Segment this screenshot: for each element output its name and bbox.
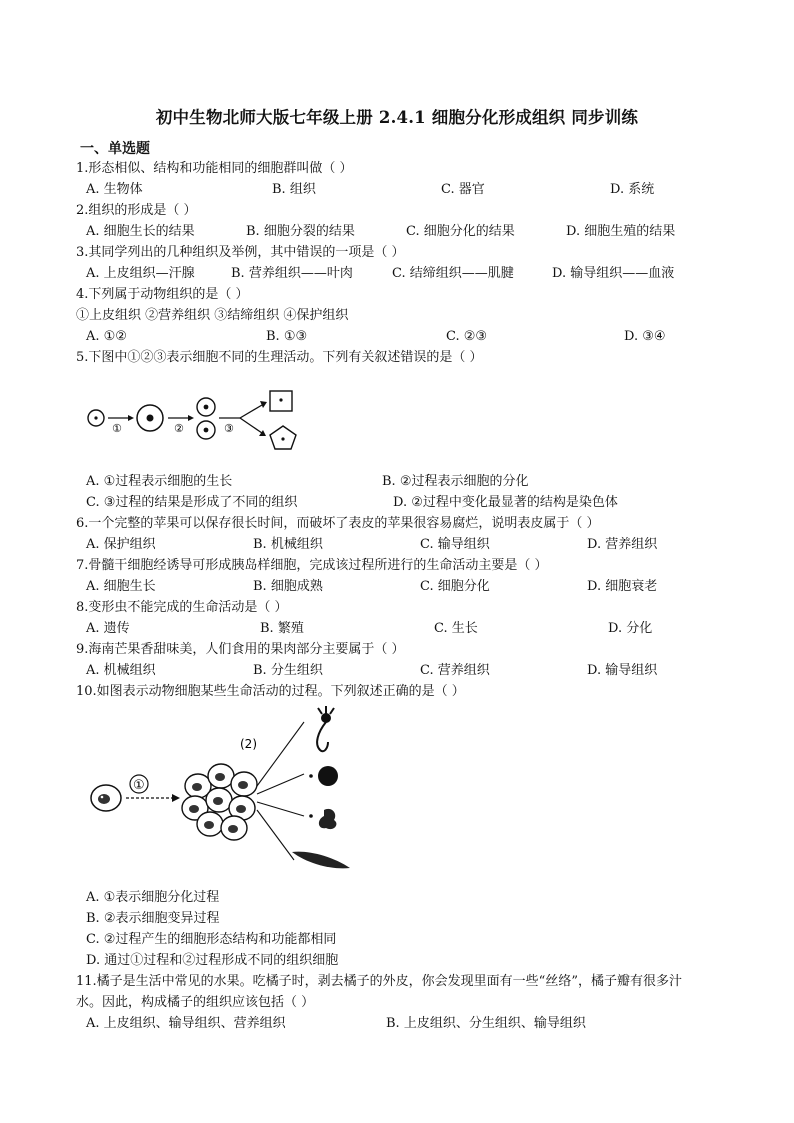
process-label-2: ② [174,422,184,435]
question-2-stem: 2.组织的形成是（ ） [76,203,197,218]
question-4-items: ①上皮组织 ②营养组织 ③结缔组织 ④保护组织 [76,308,349,323]
question-9-option-b: B. 分生组织 [253,663,323,678]
question-7-option-c: C. 细胞分化 [420,579,490,594]
question-3-stem: 3.其同学列出的几种组织及举例，其中错误的一项是（ ） [76,245,405,260]
question-6-stem: 6.一个完整的苹果可以保存很长时间，而破坏了表皮的苹果很容易腐烂，说明表皮属于（ ） [76,516,600,531]
question-9-option-c: C. 营养组织 [420,663,490,678]
question-1-option-d: D. 系统 [610,182,655,197]
question-10-option-b: B. ②表示细胞变异过程 [86,911,220,926]
spindle-cell [292,852,350,869]
neuron-cell [317,706,334,751]
question-3-option-a: A. 上皮组织—汗腺 [86,266,195,281]
question-5-option-b: B. ②过程表示细胞的分化 [382,474,529,489]
question-1-option-b: B. 组织 [272,182,316,197]
question-8-option-b: B. 繁殖 [260,621,304,636]
question-6-option-b: B. 机械组织 [253,537,323,552]
question-4-option-b: B. ①③ [266,329,308,344]
process-label-1: ① [112,422,122,435]
question-10-option-d: D. 通过①过程和②过程形成不同的组织细胞 [86,953,339,968]
irregular-cell [319,809,337,829]
question-9-stem: 9.海南芒果香甜味美，人们食用的果肉部分主要属于（ ） [76,642,405,657]
question-1-option-a: A. 生物体 [86,182,143,197]
question-4-option-c: C. ②③ [446,329,488,344]
question-6-option-d: D. 营养组织 [587,537,658,552]
question-11-stem: 11.橘子是生活中常见的水果。吃橘子时，剥去橘子的外皮，你会发现里面有一些“丝络”，橘子瓣有很多汁 [76,974,682,989]
question-8-option-a: A. 遗传 [86,621,130,636]
question-10-option-a: A. ①表示细胞分化过程 [86,890,220,905]
section-title: 一、单选题 [80,141,150,157]
question-4-option-d: D. ③④ [624,329,666,344]
question-8-stem: 8.变形虫不能完成的生命活动是（ ） [76,600,288,615]
question-5-option-a: A. ①过程表示细胞的生长 [86,474,233,489]
question-1-stem: 1.形态相似、结构和功能相同的细胞群叫做（ ） [76,161,353,176]
cell-division-figure [82,386,312,454]
question-5-option-c: C. ③过程的结果是形成了不同的组织 [86,495,298,510]
question-3-option-b: B. 营养组织——叶肉 [231,266,353,281]
question-8-option-c: C. 生长 [434,621,478,636]
question-2-option-d: D. 细胞生殖的结果 [566,224,676,239]
question-11-option-a: A. 上皮组织、输导组织、营养组织 [86,1016,286,1031]
blood-cell [318,766,338,786]
question-5-stem: 5.下图中①②③表示细胞不同的生理活动。下列有关叙述错误的是（ ） [76,350,483,365]
question-10-stem: 10.如图表示动物细胞某些生命活动的过程。下列叙述正确的是（ ） [76,684,465,699]
question-7-option-b: B. 细胞成熟 [253,579,323,594]
process-label-3: ③ [224,422,234,435]
question-3-option-d: D. 输导组织——血液 [552,266,675,281]
question-9-option-a: A. 机械组织 [86,663,156,678]
page-title: 初中生物北师大版七年级上册 2.4.1 细胞分化形成组织 同步训练 [155,108,639,127]
question-8-option-d: D. 分化 [608,621,653,636]
question-2-option-b: B. 细胞分裂的结果 [246,224,355,239]
process-label-1: ① [133,778,145,793]
question-11-option-b: B. 上皮组织、分生组织、输导组织 [386,1016,586,1031]
question-2-option-a: A. 细胞生长的结果 [86,224,195,239]
cell-differentiation-figure [82,704,362,884]
question-7-option-d: D. 细胞衰老 [587,579,658,594]
question-9-option-d: D. 输导组织 [587,663,658,678]
question-4-stem: 4.下列属于动物组织的是（ ） [76,287,249,302]
question-2-option-c: C. 细胞分化的结果 [406,224,515,239]
question-6-option-a: A. 保护组织 [86,537,156,552]
question-1-option-c: C. 器官 [441,182,485,197]
question-6-option-c: C. 输导组织 [420,537,490,552]
question-7-option-a: A. 细胞生长 [86,579,156,594]
question-3-option-c: C. 结缔组织——肌腱 [392,266,514,281]
process-label-2: (2) [240,737,257,751]
question-11-stem-continued: 水。因此，构成橘子的组织应该包括（ ） [76,995,315,1010]
question-5-option-d: D. ②过程中变化最显著的结构是染色体 [393,495,618,510]
question-10-option-c: C. ②过程产生的细胞形态结构和功能都相同 [86,932,337,947]
question-7-stem: 7.骨髓干细胞经诱导可形成胰岛样细胞，完成该过程所进行的生命活动主要是（ ） [76,558,548,573]
question-4-option-a: A. ①② [86,329,127,344]
